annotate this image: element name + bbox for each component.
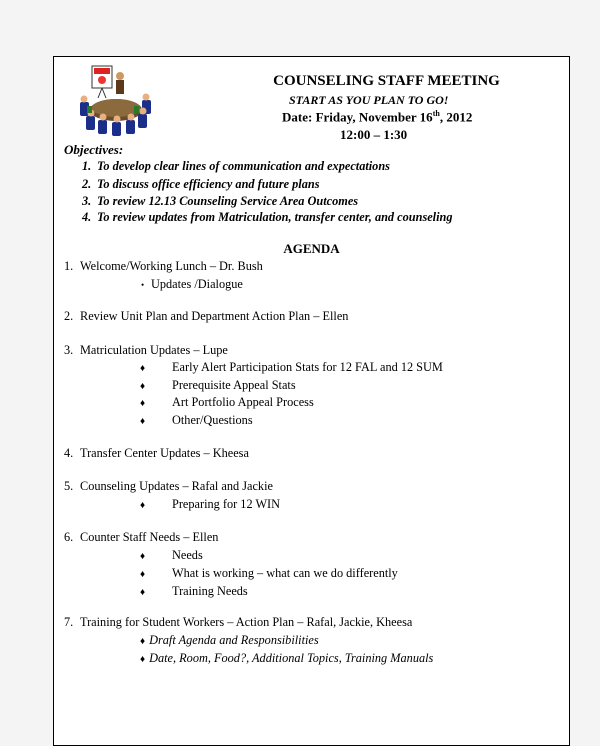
agenda-subitem: [140, 584, 145, 599]
bullet-diamond-icon: ♦: [140, 654, 146, 665]
agenda-subitem-text: Draft Agenda and Responsibilities: [149, 633, 319, 647]
agenda-subitem-text: Early Alert Participation Stats for 12 FAL and 12 SUM: [172, 360, 443, 374]
bullet-diamond-icon: ♦: [140, 398, 146, 409]
agenda-subitem: [141, 277, 243, 292]
agenda-item-text: Counter Staff Needs – Ellen: [80, 530, 219, 544]
agenda-item: [64, 446, 249, 461]
objective-text: To review updates from Matriculation, transfer center, and counseling: [97, 210, 453, 224]
agenda-item: [64, 259, 263, 274]
objective-number: 4.: [82, 210, 92, 224]
agenda-subitem: [140, 497, 145, 512]
bullet-diamond-icon: ♦: [140, 363, 146, 374]
agenda-item: [64, 309, 348, 324]
agenda-item-number: 5.: [64, 479, 74, 493]
objective-item: [82, 194, 358, 209]
agenda-subitem: [140, 633, 319, 648]
objective-item: [82, 159, 390, 174]
bullet-diamond-icon: ♦: [140, 416, 146, 427]
objective-number: 3.: [82, 194, 92, 208]
bullet-diamond-icon: ♦: [140, 587, 146, 598]
date-ordinal-suffix: th: [432, 109, 440, 118]
agenda-item: [64, 343, 228, 358]
agenda-item-number: 6.: [64, 530, 74, 544]
objective-number: 1.: [82, 159, 92, 173]
agenda-item: [64, 479, 273, 494]
agenda-item-text: Welcome/Working Lunch – Dr. Bush: [80, 259, 263, 273]
bullet-diamond-icon: ♦: [140, 636, 146, 647]
agenda-subitem-text: What is working – what can we do differently: [172, 566, 398, 580]
objectives-label: Objectives:: [64, 142, 124, 157]
document-page: [53, 56, 570, 746]
meeting-time: 12:00 – 1:30: [340, 127, 408, 142]
objective-item: [82, 210, 453, 225]
agenda-item-text: Review Unit Plan and Department Action Plan – Ellen: [80, 309, 349, 323]
agenda-subitem: [140, 566, 145, 581]
agenda-item-text: Transfer Center Updates – Kheesa: [80, 446, 249, 460]
bullet-dot-icon: •: [141, 280, 145, 290]
objective-text: To develop clear lines of communication and expectations: [97, 159, 390, 173]
agenda-item-number: 4.: [64, 446, 74, 460]
agenda-item-text: Matriculation Updates – Lupe: [80, 343, 228, 357]
bullet-diamond-icon: ♦: [140, 381, 146, 392]
bullet-diamond-icon: ♦: [140, 569, 146, 580]
agenda-item: [64, 530, 218, 545]
agenda-subitem: [140, 548, 145, 563]
agenda-subitem-text: Updates /Dialogue: [151, 277, 243, 291]
date-prefix: Date: Friday, November 16: [282, 109, 433, 125]
agenda-item-number: 2.: [64, 309, 74, 323]
agenda-subitem-text: Date, Room, Food?, Additional Topics, Training Manuals: [149, 651, 434, 665]
agenda-subitem-text: Other/Questions: [172, 413, 253, 427]
objective-number: 2.: [82, 177, 92, 191]
bullet-diamond-icon: ♦: [140, 551, 146, 562]
agenda-heading: AGENDA: [283, 241, 340, 256]
agenda-subitem-text: Preparing for 12 WIN: [172, 497, 281, 511]
meeting-tagline: START AS YOU PLAN TO GO!: [289, 93, 449, 107]
agenda-subitem: [140, 651, 433, 666]
agenda-subitem-text: Training Needs: [172, 584, 248, 598]
agenda-subitem: [140, 360, 145, 375]
meeting-date: [282, 109, 472, 125]
meeting-title: COUNSELING STAFF MEETING: [273, 73, 500, 89]
agenda-item-text: Training for Student Workers – Action Plan – Rafal, Jackie, Kheesa: [80, 615, 413, 629]
agenda-item: [64, 615, 412, 630]
objective-text: To review 12.13 Counseling Service Area Outcomes: [97, 194, 359, 208]
agenda-subitem-text: Art Portfolio Appeal Process: [172, 395, 314, 409]
agenda-subitem: [140, 378, 145, 393]
agenda-subitem-text: Prerequisite Appeal Stats: [172, 378, 296, 392]
agenda-subitem: [140, 413, 145, 428]
agenda-item-number: 7.: [64, 615, 74, 629]
agenda-item-number: 3.: [64, 343, 74, 357]
agenda-item-number: 1.: [64, 259, 74, 273]
agenda-subitem: [140, 395, 145, 410]
objective-text: To discuss office efficiency and future plans: [97, 177, 320, 191]
date-year: , 2012: [439, 109, 473, 125]
agenda-item-text: Counseling Updates – Rafal and Jackie: [80, 479, 273, 493]
bullet-diamond-icon: ♦: [140, 500, 146, 511]
agenda-subitem-text: Needs: [172, 548, 203, 562]
objective-item: [82, 177, 319, 192]
